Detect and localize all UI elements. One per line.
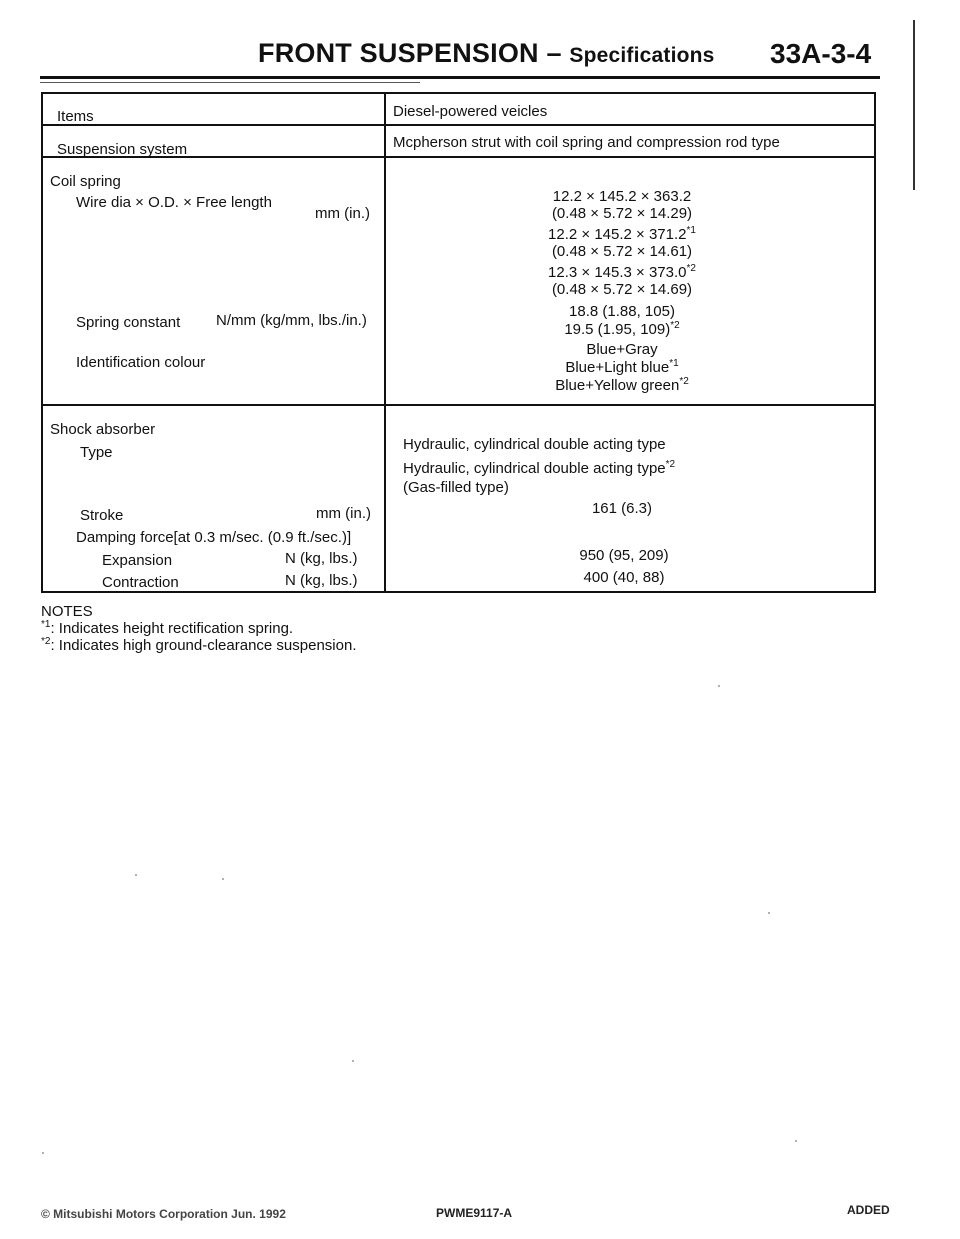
identification-colour-value: Blue+Yellow green$^{*2}$ (555, 376, 689, 394)
stroke-value: 161 (6.3) (591, 500, 653, 517)
spring-constant-value: 19.5 (1.95, 109)$^{*2}$ (564, 320, 680, 338)
shock-absorber-heading: Shock absorber (50, 421, 156, 438)
stroke-unit: mm (in.) (316, 505, 371, 522)
page-number: 33A-3-4 (770, 38, 872, 69)
wire-dia-label: Wire dia × O.D. × Free length (76, 194, 272, 211)
header-rule-thin (40, 82, 420, 83)
wire-dia-value-inch: (0.48 × 5.72 × 14.29) (551, 205, 693, 222)
stroke-label: Stroke (80, 507, 124, 524)
wire-dia-unit: mm (in.) (315, 205, 370, 222)
column-header-items: Items (57, 108, 94, 125)
page-subtitle: Specifications (569, 44, 715, 67)
coil-spring-heading: Coil spring (50, 173, 121, 190)
note-item: $^{*1}$: Indicates height rectification spring. (41, 619, 294, 637)
identification-colour-value: Blue+Gray (586, 341, 658, 358)
scan-speck (222, 878, 224, 880)
shock-type-value: Hydraulic, cylindrical double acting type$^{*2}$ (403, 459, 676, 477)
note-item: $^{*2}$: Indicates high ground-clearance suspension. (41, 636, 357, 654)
header-rule (40, 76, 880, 79)
scan-speck (718, 685, 720, 687)
identification-colour-value: Blue+Light blue$^{*1}$ (565, 358, 679, 376)
table-column-divider (384, 92, 386, 593)
suspension-system-label: Suspension system (57, 141, 188, 158)
margin-bar (913, 20, 915, 190)
scan-speck (768, 912, 770, 914)
wire-dia-value: $12.3 \times 145.3 \times 373.0^{*2}$ (548, 263, 696, 281)
contraction-label: Contraction (102, 574, 179, 591)
identification-colour-label: Identification colour (76, 354, 206, 371)
expansion-value: 950 (95, 209) (579, 547, 669, 564)
spring-constant-label: Spring constant (76, 314, 181, 331)
expansion-unit: N (kg, lbs.) (285, 550, 358, 567)
contraction-unit: N (kg, lbs.) (285, 572, 358, 589)
footer-code: PWME9117-A (436, 1206, 513, 1220)
scan-speck (795, 1140, 797, 1142)
contraction-value: 400 (40, 88) (583, 569, 665, 586)
shock-type-label: Type (80, 444, 113, 461)
scan-speck (42, 1152, 44, 1154)
wire-dia-value-inch: (0.48 × 5.72 × 14.69) (551, 281, 693, 298)
damping-force-label: Damping force[at 0.3 m/sec. (0.9 ft./sec.)] (76, 529, 352, 546)
page-title: FRONT SUSPENSION – Specifications (258, 38, 715, 68)
spring-constant-value: 18.8 (1.88, 105) (569, 303, 675, 320)
wire-dia-value-inch: (0.48 × 5.72 × 14.61) (551, 243, 693, 260)
table-row-divider (41, 124, 876, 126)
footer-copyright: © Mitsubishi Motors Corporation Jun. 1992 (41, 1207, 286, 1221)
scan-speck (352, 1060, 354, 1062)
shock-type-value: Hydraulic, cylindrical double acting type (403, 436, 666, 453)
shock-type-note: (Gas-filled type) (403, 479, 509, 496)
wire-dia-value: $12.2 \times 145.2 \times 371.2^{*1}$ (548, 225, 696, 243)
suspension-system-value: Mcpherson strut with coil spring and compression rod type (393, 134, 780, 151)
wire-dia-value: 12.2 × 145.2 × 363.2 (552, 188, 692, 205)
scan-speck (135, 874, 137, 876)
spring-constant-unit: N/mm (kg/mm, lbs./in.) (216, 312, 367, 329)
table-row-divider (41, 404, 876, 406)
column-header-diesel: Diesel-powered veicles (393, 103, 548, 120)
footer-added: ADDED (847, 1203, 890, 1217)
notes-heading: NOTES (41, 603, 93, 620)
expansion-label: Expansion (102, 552, 173, 569)
